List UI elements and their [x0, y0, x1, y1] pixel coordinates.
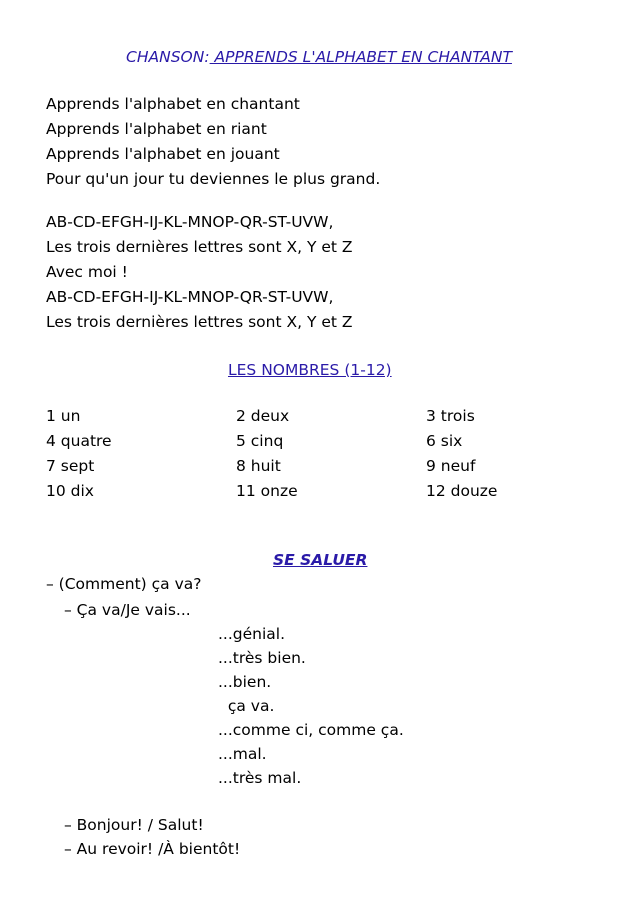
numbers-heading: LES NOMBRES (1-12) — [228, 361, 392, 379]
greeting-hello: – Bonjour! / Salut! — [64, 816, 204, 834]
song-line: Apprends l'alphabet en chantant — [46, 95, 300, 113]
number-cell: 7 sept — [46, 457, 95, 475]
greetings-heading: SE SALUER — [273, 551, 368, 569]
song-line: Avec moi ! — [46, 263, 128, 281]
number-cell: 12 douze — [426, 482, 498, 500]
greeting-question: – (Comment) ça va? — [46, 575, 202, 593]
greeting-answer: ...comme ci, comme ça. — [218, 721, 404, 739]
song-line: AB-CD-EFGH-IJ-KL-MNOP-QR-ST-UVW, — [46, 213, 334, 231]
number-cell: 9 neuf — [426, 457, 476, 475]
greeting-answer: ...très mal. — [218, 769, 302, 787]
number-cell: 3 trois — [426, 407, 475, 425]
song-line: Les trois dernières lettres sont X, Y et Z — [46, 313, 353, 331]
number-cell: 1 un — [46, 407, 81, 425]
song-line: Les trois dernières lettres sont X, Y et Z — [46, 238, 353, 256]
song-title — [0, 48, 638, 66]
song-line: AB-CD-EFGH-IJ-KL-MNOP-QR-ST-UVW, — [46, 288, 334, 306]
greeting-answer: ...mal. — [218, 745, 267, 763]
song-title-prefix: CHANSON: — [126, 48, 210, 66]
greeting-answer: ...bien. — [218, 673, 272, 691]
number-cell: 4 quatre — [46, 432, 112, 450]
song-line: Apprends l'alphabet en jouant — [46, 145, 280, 163]
song-title-main: APPRENDS L'ALPHABET EN CHANTANT — [209, 48, 512, 66]
number-cell: 11 onze — [236, 482, 298, 500]
number-cell: 2 deux — [236, 407, 290, 425]
greeting-answer-intro: – Ça va/Je vais... — [64, 601, 191, 619]
number-cell: 5 cinq — [236, 432, 284, 450]
number-cell: 8 huit — [236, 457, 281, 475]
greeting-answer: ...génial. — [218, 625, 286, 643]
greeting-bye: – Au revoir! /À bientôt! — [64, 840, 241, 858]
song-line: Apprends l'alphabet en riant — [46, 120, 267, 138]
number-cell: 6 six — [426, 432, 463, 450]
number-cell: 10 dix — [46, 482, 94, 500]
song-line: Pour qu'un jour tu deviennes le plus grand. — [46, 170, 381, 188]
greeting-answer: ça va. — [218, 697, 275, 715]
greeting-answer: ...très bien. — [218, 649, 306, 667]
